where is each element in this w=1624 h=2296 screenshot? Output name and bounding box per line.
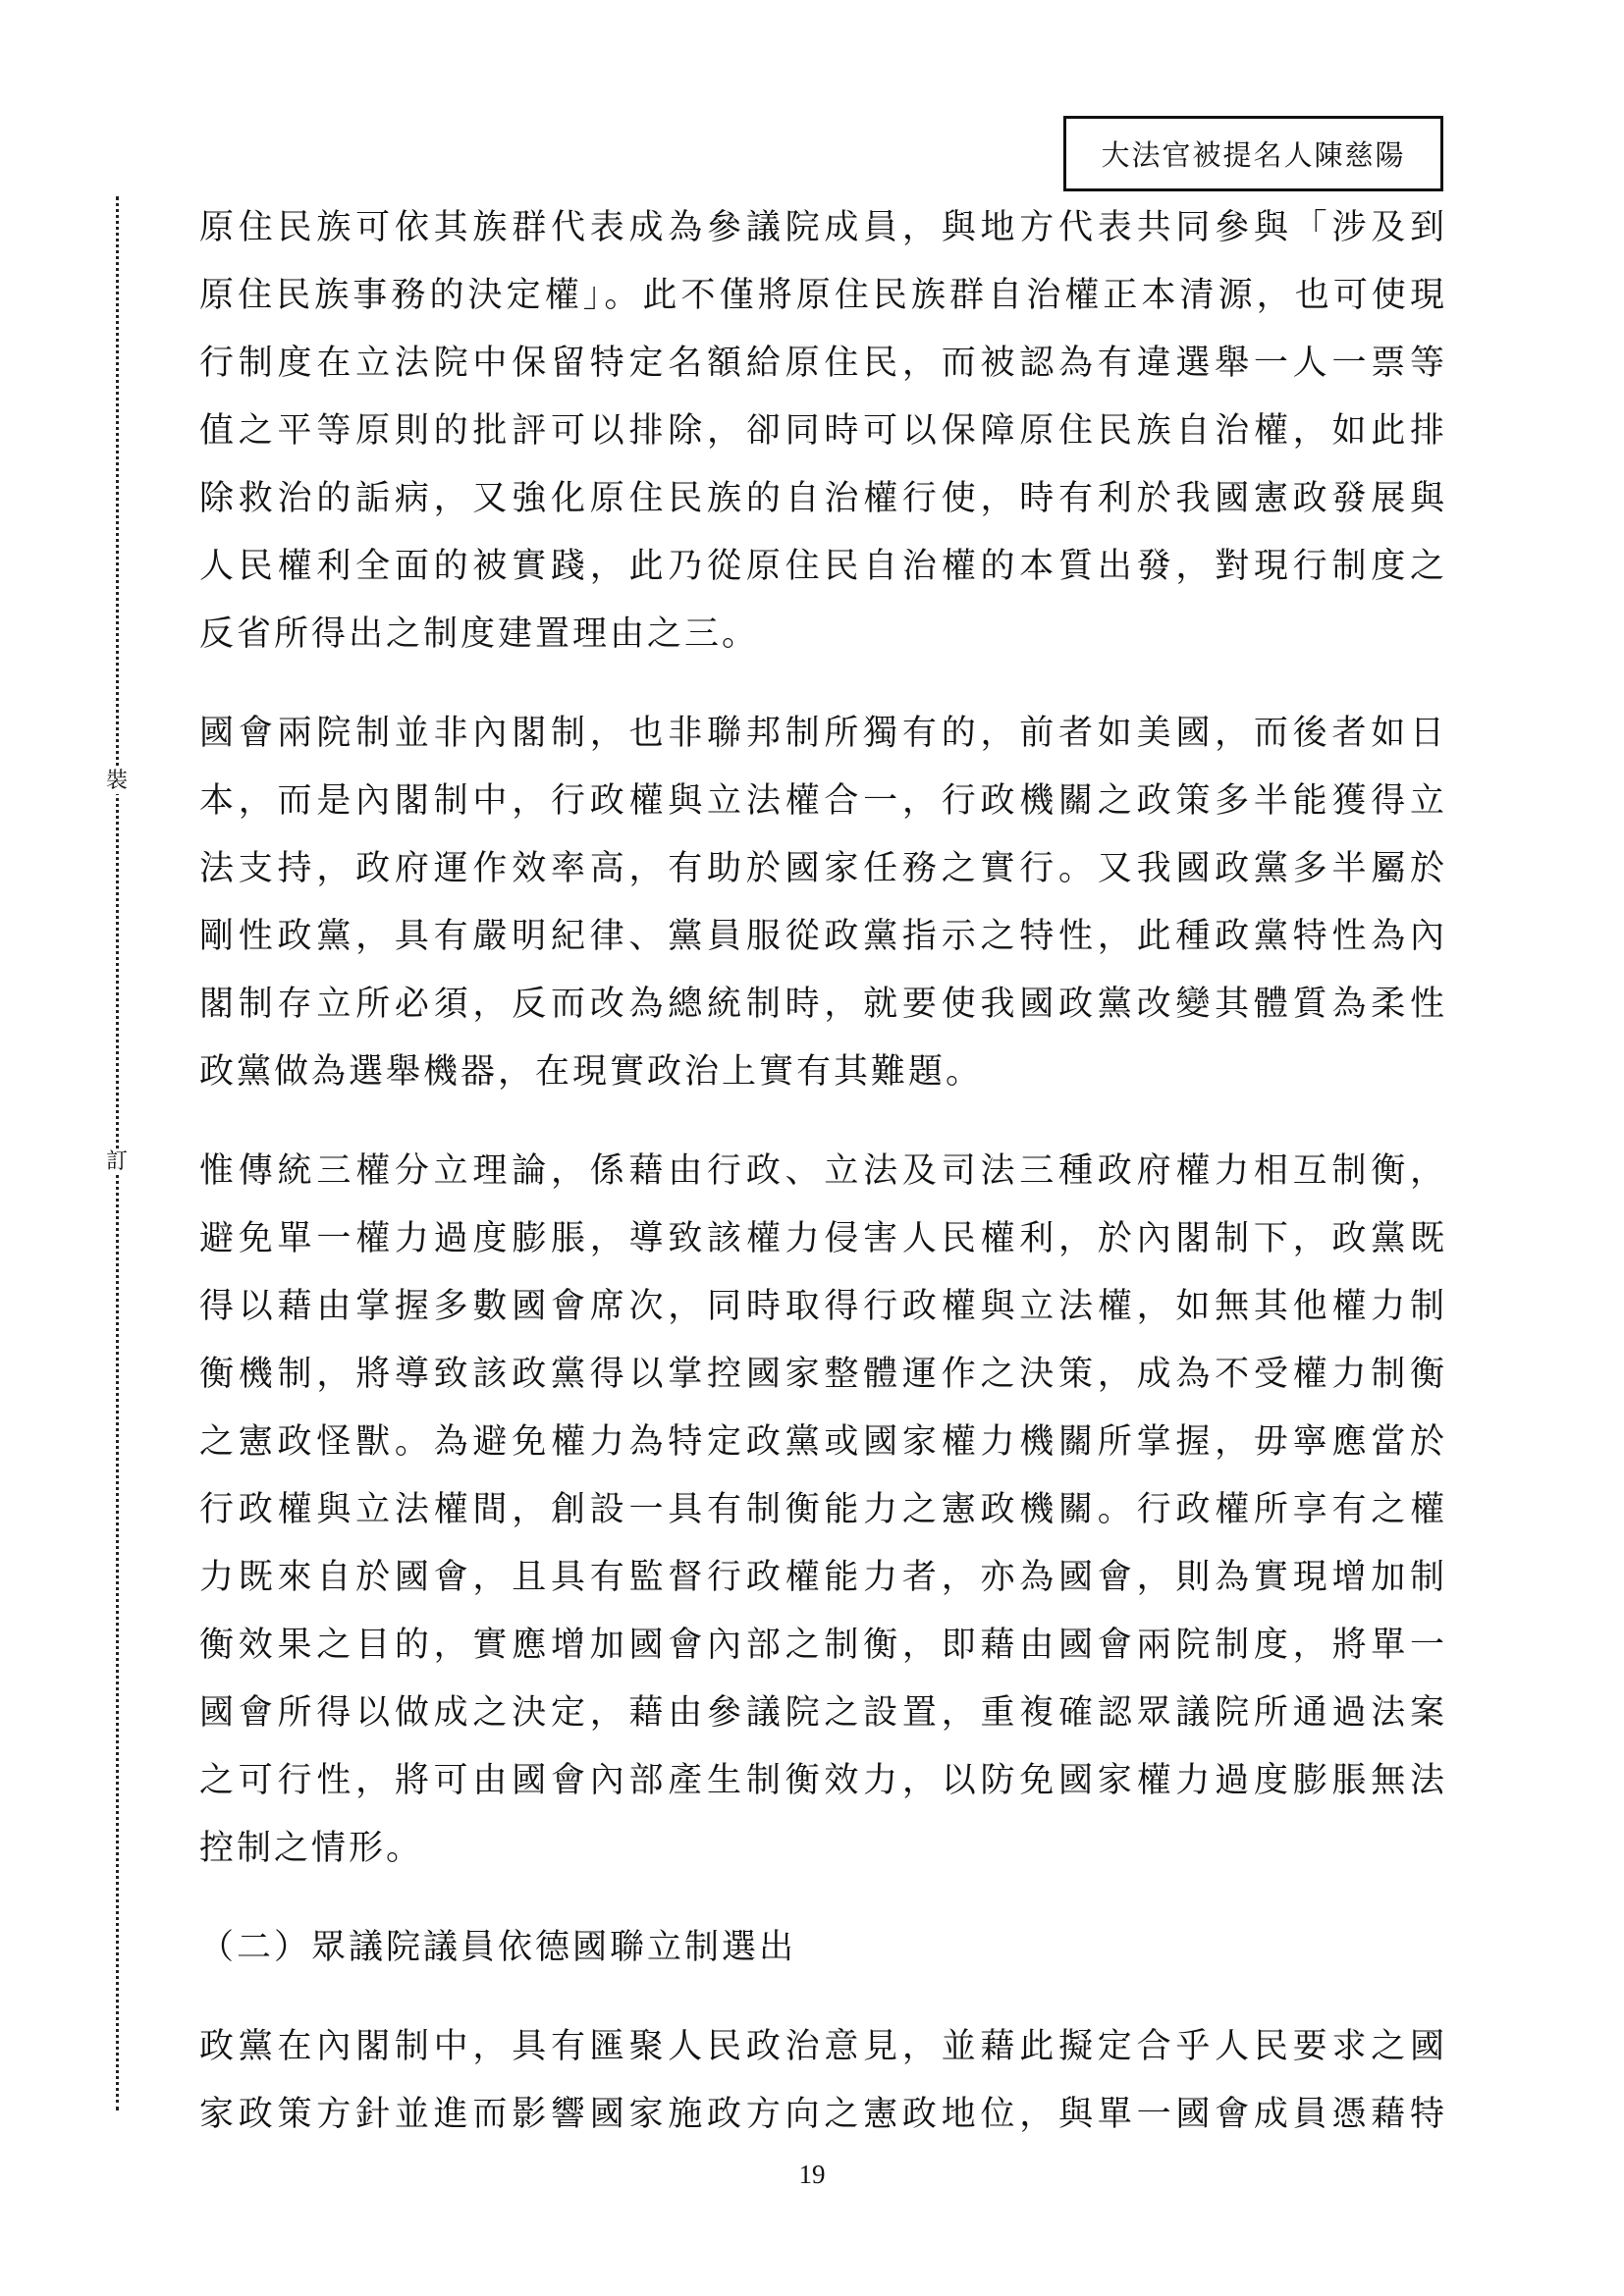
text-line: 行政權與立法權間，創設一具有制衡能力之憲政機關。行政權所享有之權	[199, 1490, 1444, 1529]
text-line: 之可行性，將可由國會內部產生制衡效力，以防免國家權力過度膨脹無法	[199, 1761, 1444, 1800]
nominee-label: 大法官被提名人陳慈陽	[1101, 138, 1406, 172]
text-line: 剛性政黨，具有嚴明紀律、黨員服從政黨指示之特性，此種政黨特性為內	[199, 917, 1444, 956]
text-line: 閣制存立所必須，反而改為總統制時，就要使我國政黨改變其體質為柔性	[199, 985, 1444, 1024]
paragraph-3	[199, 1138, 1444, 1883]
text-line: 除救治的詬病，又強化原住民族的自治權行使，時有利於我國憲政發展與	[199, 479, 1444, 518]
text-line: 政黨在內閣制中，具有匯聚人民政治意見，並藉此擬定合乎人民要求之國	[199, 2027, 1444, 2066]
text-line: 控制之情形。	[199, 1829, 424, 1868]
text-line: 力既來自於國會，且具有監督行政權能力者，亦為國會，則為實現增加制	[199, 1558, 1444, 1597]
text-line: 得以藉由掌握多數國會席次，同時取得行政權與立法權，如無其他權力制	[199, 1287, 1444, 1326]
text-line: 避免單一權力過度膨脹，導致該權力侵害人民權利，於內閣制下，政黨既	[199, 1219, 1444, 1258]
paragraph-4	[199, 2013, 1444, 2149]
text-line: 之憲政怪獸。為避免權力為特定政黨或國家權力機關所掌握，毋寧應當於	[199, 1422, 1444, 1462]
document-body	[199, 194, 1444, 2149]
section-heading: （二）眾議院議員依德國聯立制選出	[199, 1928, 797, 1967]
paragraph-1	[199, 194, 1444, 668]
text-line: 原住民族可依其族群代表成為參議院成員，與地方代表共同參與「涉及到	[199, 208, 1444, 247]
text-line: 人民權利全面的被實踐，此乃從原住民自治權的本質出發，對現行制度之	[199, 547, 1444, 586]
nominee-header-box	[1063, 116, 1443, 191]
text-line: 行制度在立法院中保留特定名額給原住民，而被認為有違選舉一人一票等	[199, 344, 1444, 383]
text-line: 本，而是內閣制中，行政權與立法權合一，行政機關之政策多半能獲得立	[199, 781, 1444, 821]
text-line: 惟傳統三權分立理論，係藉由行政、立法及司法三種政府權力相互制衡，	[199, 1151, 1444, 1191]
text-line: 反省所得出之制度建置理由之三。	[199, 614, 760, 654]
text-line: 值之平等原則的批評可以排除，卻同時可以保障原住民族自治權，如此排	[199, 411, 1444, 451]
text-line: 國會兩院制並非內閣制，也非聯邦制所獨有的，前者如美國，而後者如日	[199, 714, 1444, 753]
text-line: 國會所得以做成之決定，藉由參議院之設置，重複確認眾議院所通過法案	[199, 1693, 1444, 1733]
text-line: 原住民族事務的決定權」。此不僅將原住民族群自治權正本清源，也可使現	[199, 276, 1444, 315]
text-line: 衡效果之目的，實應增加國會內部之制衡，即藉由國會兩院制度，將單一	[199, 1626, 1444, 1665]
text-line: 衡機制，將導致該政黨得以掌控國家整體運作之決策，成為不受權力制衡	[199, 1355, 1444, 1394]
paragraph-2	[199, 700, 1444, 1106]
page-number: 19	[798, 2160, 826, 2189]
text-line: 家政策方針並進而影響國家施政方向之憲政地位，與單一國會成員憑藉特	[199, 2095, 1444, 2134]
text-line: 法支持，政府運作效率高，有助於國家任務之實行。又我國政黨多半屬於	[199, 849, 1444, 888]
binding-mark-zhuang: 裝	[103, 769, 131, 794]
text-line: 政黨做為選舉機器，在現實政治上實有其難題。	[199, 1052, 984, 1092]
binding-mark-ding: 訂	[103, 1149, 131, 1175]
